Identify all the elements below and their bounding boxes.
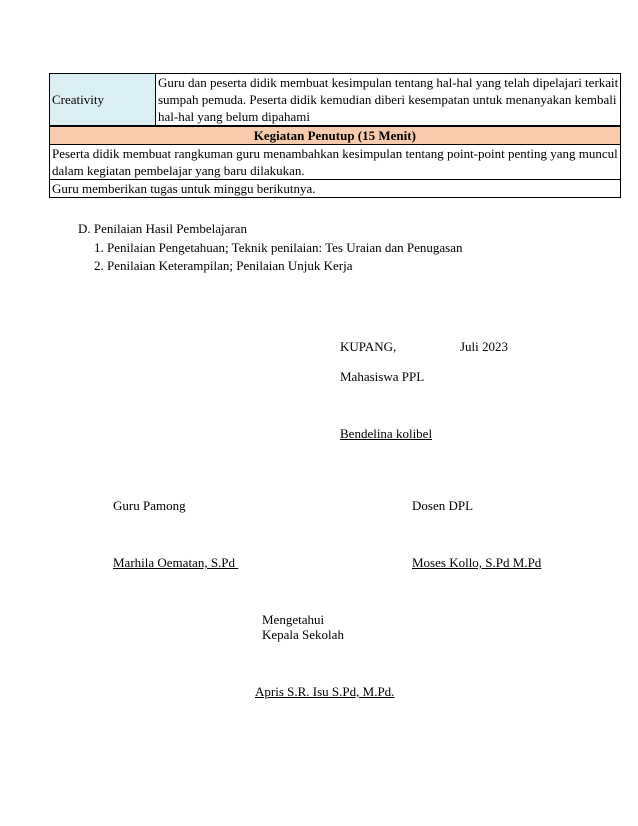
closing-row [50, 145, 621, 180]
lecturer-name: Moses Kollo, S.Pd M.Pd [412, 555, 542, 570]
acknowledged-label: Mengetahui [262, 612, 325, 627]
closing-header-row [50, 126, 621, 145]
creativity-line: sumpah pemuda. Peserta didik kemudian diberi kesempatan untuk menanyakan kembali [158, 92, 617, 107]
assessment-item: 1. Penilaian Pengetahuan; Teknik penilaian: Tes Uraian dan Penugasan [94, 240, 463, 255]
closing-summary-line: Peserta didik membuat rangkuman guru menambahkan kesimpulan tentang point-point penting yang muncul [52, 146, 618, 161]
principal-name: Apris S.R. Isu S.Pd, M.Pd. [255, 684, 395, 699]
creativity-content [156, 74, 621, 127]
closing-assignment-line: Guru memberikan tugas untuk minggu berikutnya. [52, 181, 316, 196]
assessment-item: 2. Penilaian Keterampilan; Penilaian Unjuk Kerja [94, 258, 353, 273]
creativity-line: hal-hal yang belum dipahami [158, 109, 310, 124]
student-name: Bendelina kolibel [340, 426, 433, 441]
teacher-name: Marhila Oematan, S.Pd [113, 555, 239, 570]
creativity-line: Guru dan peserta didik membuat kesimpulan tentang hal-hal yang telah dipelajari terkait [158, 75, 619, 90]
principal-title: Kepala Sekolah [262, 627, 344, 642]
creativity-row [50, 74, 621, 127]
lecturer-title: Dosen DPL [412, 498, 474, 513]
closing-summary-line: dalam kegiatan pembelajar yang baru dilakukan. [52, 163, 305, 178]
student-title: Mahasiswa PPL [340, 369, 425, 384]
activity-table [49, 73, 621, 198]
closing-summary-cell [50, 145, 621, 180]
teacher-title: Guru Pamong [113, 498, 186, 513]
closing-header: Kegiatan Penutup (15 Menit) [50, 126, 621, 145]
section-d-heading: D. Penilaian Hasil Pembelajaran [78, 221, 247, 236]
signature-date: Juli 2023 [460, 339, 509, 354]
creativity-label: Creativity [50, 74, 156, 127]
closing-assignment-cell [50, 180, 621, 198]
closing-row [50, 180, 621, 198]
signature-place: KUPANG, [340, 339, 397, 354]
